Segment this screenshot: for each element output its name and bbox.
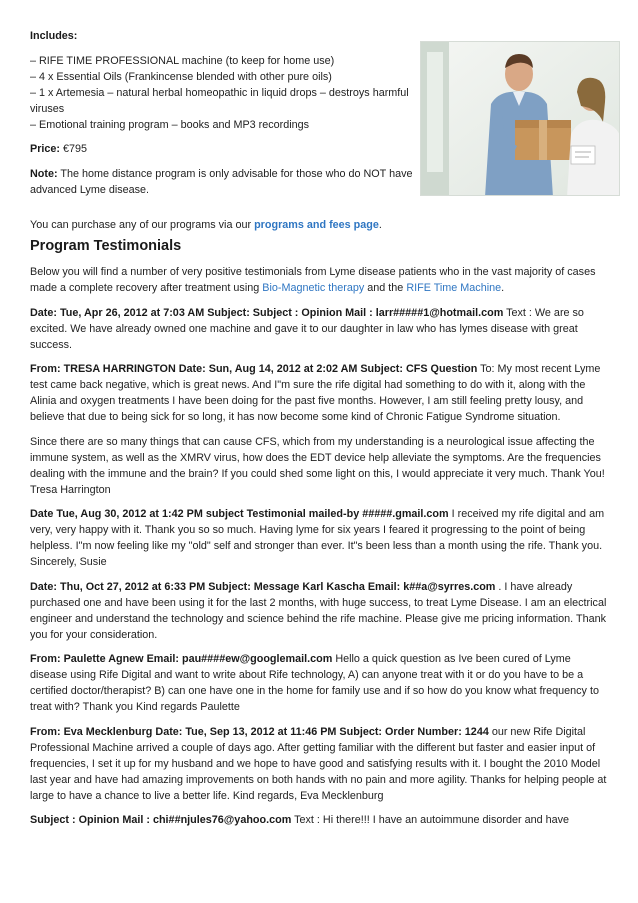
testimonial-header: Date: Tue, Apr 26, 2012 at 7:03 AM Subject: Subject : Opinion Mail : larr#####1@hotmail.com: [30, 306, 504, 319]
testimonial-body: Since there are so many things that can cause CFS, which from my understanding is a neurological issue affecting the immune system, as well as the XMRV virus, how does the EDT device help alleviate the symptoms. Are the frequencies dealing with the immune and the brain? If you could shed some light on this, I would appreciate it very much. Thank You! Tresa Harrington: [30, 435, 605, 496]
testimonial-entry: [30, 305, 610, 353]
price-line: [30, 141, 420, 157]
testimonial-body: Text : We are so excited. We have already owned one machine and gave it to our daughter in law who has lymes disease with great success.: [30, 306, 584, 351]
purchase-text: You can purchase any of our programs via our: [30, 219, 255, 231]
document-page: [30, 28, 610, 837]
testimonial-header: Date: Thu, Oct 27, 2012 at 6:33 PM Subject: Message Karl Kascha Email: k##a@syrres.com: [30, 580, 496, 593]
rife-time-machine-link[interactable]: RIFE Time Machine: [406, 282, 502, 294]
testimonial-entry: [30, 812, 610, 828]
testimonial-entry: [30, 361, 610, 425]
testimonial-entry: [30, 651, 610, 715]
purchase-line: [30, 217, 610, 233]
testimonial-entry: [30, 724, 610, 804]
testimonials-title: Program Testimonials: [30, 238, 182, 254]
testimonial-header: Subject : Opinion Mail : chi##njules76@yahoo.com: [30, 814, 292, 826]
includes-item: – 1 x Artemesia – natural herbal homeopathic in liquid drops – destroys harmful viruses: [30, 86, 409, 115]
testimonial-body: our new Rife Digital Professional Machine arrived a couple of days ago. After getting familiar with the different but faster and easier input of frequencies, I set it up for my husband and we hope to have good and satisfying results with it. I bought the 2010 Model last year and have had amazing improvements on both hands with no pain and more agility. Thanks for helping people at large to have a chance to live a better life. Kind regards, Eva Mecklenburg: [30, 725, 607, 802]
intro-end: .: [501, 282, 505, 294]
testimonial-header: From: Eva Mecklenburg Date: Tue, Sep 13, 2012 at 11:46 PM Subject: Order Number: 1244: [30, 725, 489, 738]
testimonial-header: From: TRESA HARRINGTON Date: Sun, Aug 14, 2012 at 2:02 AM Subject: CFS Question: [30, 363, 478, 375]
testimonial-entry: [30, 506, 610, 570]
includes-heading: [30, 28, 420, 44]
product-section: [30, 28, 610, 236]
includes-heading-text: Includes:: [30, 30, 78, 42]
includes-list: [30, 53, 420, 133]
includes-item: – Emotional training program – books and MP3 recordings: [30, 118, 310, 131]
note-line: [30, 166, 420, 198]
delivery-man-image: [421, 42, 620, 196]
testimonials-intro: [30, 264, 610, 296]
testimonial-header: Date Tue, Aug 30, 2012 at 1:42 PM subject Testimonial mailed-by #####.gmail.com: [30, 508, 449, 520]
testimonial-entry: [30, 434, 610, 498]
includes-item: – 4 x Essential Oils (Frankincense blended with other pure oils): [30, 70, 332, 83]
delivery-photo: [420, 41, 620, 196]
product-details: [30, 28, 420, 206]
testimonial-header: From: Paulette Agnew Email: pau####ew@googlemail.com: [30, 653, 333, 665]
testimonial-body: Text : Hi there!!! I have an autoimmune disorder and have: [291, 814, 569, 826]
intro-text: Below you will find a number of very positive testimonials from Lyme disease patients who in the vast majority of cases made a complete recovery after treatment using: [30, 266, 596, 294]
testimonial-body: I received my rife digital and am very, very happy with it. Thank you so so much. Having lyme for six years I feared it progressing to the point of being helpless. I"m now feeling like my "old" self and stronger than ever. It"s been less than a month using the rife. Thank you. Sincerely, Susie: [30, 508, 605, 568]
testimonial-body: To: My most recent Lyme test came back negative, which is great news. And I"m sure the rife digital had something to do with it, along with the Alinia and oxygen treatments I have been doing for the past five months. However, I am still feeling pretty lousy, and believe that due to being sick for so long, it has now become some kind of Chronic Fatigue Syndrome situation.: [30, 363, 601, 423]
intro-mid: and the: [364, 282, 407, 294]
note-label: Note:: [30, 167, 58, 180]
bio-magnetic-therapy-link[interactable]: Bio-Magnetic therapy: [262, 282, 365, 294]
testimonial-body: . I have already purchased one and have been using it for the last 2 months, with huge success, to treat Lyme Disease. I am an electrical engineer and understand the technology and science behind the rife machine. Please give me pricing information. Thank you for your consideration.: [30, 580, 607, 641]
note-text: The home distance program is only advisable for those who do NOT have advanced Lyme disease.: [30, 167, 413, 196]
testimonial-body: Hello a quick question as Ive been cured of Lyme disease using Rife Digital and want to write about Rife technology, A) can anyone treat with it or do you have to be a certified doctor/therapist? B) can one have one in the home for family use and if so how do you know what frequency to treat with? Thank you Kind regards Paulette: [30, 653, 599, 713]
purchase-end: .: [378, 219, 382, 231]
purchase-line-wrap: [30, 217, 610, 233]
testimonial-entry: [30, 579, 610, 643]
includes-item: – RIFE TIME PROFESSIONAL machine (to keep for home use): [30, 54, 335, 67]
programs-fees-link[interactable]: programs and fees page: [254, 219, 379, 231]
price-label: Price:: [30, 143, 61, 155]
price-value: €795: [60, 143, 88, 155]
